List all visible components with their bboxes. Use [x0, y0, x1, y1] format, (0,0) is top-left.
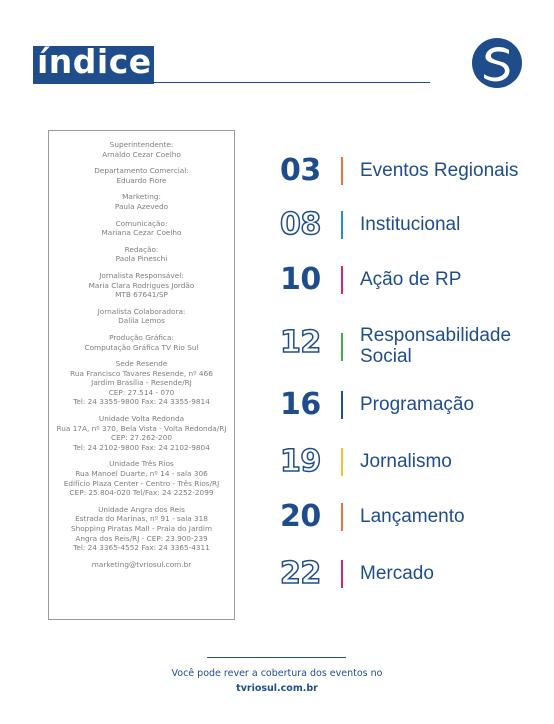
credit-block [49, 333, 234, 352]
credit-line: Tel: 24 2102-9800 Fax: 24 2102-9804 [73, 442, 210, 452]
credit-heading: Superintendente: [109, 140, 174, 149]
toc-color-bar [341, 211, 343, 239]
toc-section-label [360, 394, 474, 416]
credit-heading: Sede Resende [115, 359, 168, 369]
credit-block [49, 414, 234, 452]
credit-line: CEP: 27.262-200 [111, 433, 172, 443]
credit-line: Rua 17A, nº 370, Bela Vista - Volta Redonda/RJ [56, 423, 227, 433]
toc-section-label [360, 325, 511, 367]
toc-label-line: Social [360, 346, 412, 367]
toc-label-line: Responsabilidade [360, 325, 512, 346]
tv-rio-sul-s-logo-icon [471, 37, 523, 89]
credit-line: Mariana Cezar Coelho [101, 228, 182, 238]
toc-section-label [360, 563, 434, 585]
toc-section-label [360, 214, 460, 236]
toc-label-line: Jornalismo [360, 451, 452, 472]
credit-line: Edifício Plaza Center - Centro - Três Rios/RJ [63, 478, 220, 488]
credit-block [49, 271, 234, 300]
footer-divider [207, 657, 346, 658]
toc-label-line: Lançamento [360, 506, 465, 527]
toc-page-number: 03 [280, 153, 321, 188]
credit-heading: Comunicação: [115, 218, 168, 228]
toc-label-line: Institucional [360, 214, 461, 235]
toc-page-number: 12 [280, 325, 321, 360]
credit-line: Dalila Lemos [118, 316, 165, 326]
credit-block [49, 459, 234, 497]
credit-line: Computação Gráfica TV Rio Sul [84, 342, 199, 352]
credit-heading: Marketing: [122, 192, 161, 202]
toc-color-bar [341, 391, 343, 419]
credit-line: MTB 67641/SP [115, 290, 168, 300]
toc-page-number: 19 [280, 444, 321, 479]
credit-heading: Unidade Angra dos Reis [98, 504, 185, 514]
credit-line: Paola Pineschi [115, 254, 168, 264]
toc-section-label [360, 451, 452, 473]
credit-block [49, 505, 234, 553]
toc-section-label [360, 269, 461, 291]
credits-box [48, 130, 235, 620]
credit-line: Paula Azevedo [114, 201, 169, 211]
credit-block [49, 166, 234, 185]
toc-page-number: 22 [280, 556, 321, 591]
toc-page-number: 16 [280, 387, 321, 422]
credit-line: CEP: 27.514 - 070 [108, 387, 175, 397]
credit-heading: Unidade Três Rios [109, 459, 174, 469]
toc-page-number: 20 [280, 499, 321, 534]
toc-label-line: Ação de RP [360, 269, 462, 290]
toc-label-line: Eventos Regionais [360, 160, 519, 181]
credit-block [49, 192, 234, 211]
toc-color-bar [341, 157, 343, 185]
credit-heading: Unidade Volta Redonda [98, 414, 185, 424]
credit-line: Tel: 24 3365-4552 Fax: 24 3365-4311 [73, 543, 210, 553]
toc-label-line: Programação [360, 394, 475, 415]
credit-line: Jardim Brasília - Resende/RJ [91, 378, 192, 388]
toc-section-label [360, 160, 518, 182]
credit-block [49, 307, 234, 326]
credit-block [49, 359, 234, 407]
credits-email[interactable]: marketing@tvriosul.com.br [91, 559, 192, 569]
credit-line: Eduardo Fiore [116, 175, 167, 185]
credit-heading: Produção Gráfica: [109, 332, 174, 342]
page-title: índice [37, 42, 152, 81]
credit-line: Rua Manoel Duarte, nº 14 - sala 306 [75, 469, 208, 479]
credit-line: CEP: 25.804-020 Tel/Fax: 24 2252-2099 [69, 488, 214, 498]
credit-block [49, 140, 234, 159]
toc-color-bar [341, 266, 343, 294]
credit-line: Tel: 24 3355-9800 Fax: 24 3355-9814 [73, 397, 210, 407]
credit-heading: Jornalista Colaboradora: [97, 306, 186, 316]
toc-color-bar [341, 503, 343, 531]
credit-block [49, 219, 234, 238]
credit-line: Angra dos Reis/RJ - CEP: 23.900-239 [75, 533, 208, 543]
toc-color-bar [341, 448, 343, 476]
toc-section-label [360, 506, 465, 528]
toc-color-bar [341, 333, 343, 361]
credit-heading: Departamento Comercial: [94, 166, 189, 176]
credit-heading: Jornalista Responsável: [99, 270, 184, 280]
credit-line: Arnaldo Cezar Coelho [102, 149, 181, 159]
footer-link[interactable]: tvriosul.com.br [236, 683, 318, 694]
title-divider [154, 82, 430, 83]
footer-text: Você pode rever a cobertura dos eventos no [171, 668, 383, 679]
credit-line: Maria Clara Rodrigues Jordão [88, 280, 195, 290]
credit-line: Rua Francisco Tavares Resende, nº 466 [70, 368, 213, 378]
toc-page-number: 08 [280, 207, 321, 242]
toc-label-line: Mercado [360, 563, 434, 584]
toc-page-number: 10 [280, 262, 321, 297]
credit-heading: Redação: [124, 244, 159, 254]
toc-color-bar [341, 560, 343, 588]
credit-line: Shopping Piratas Mall - Praia do Jardim [70, 524, 213, 533]
credit-line: Estrada do Marinas, nº 91 - sala 318 [75, 514, 208, 524]
credit-block [49, 245, 234, 264]
